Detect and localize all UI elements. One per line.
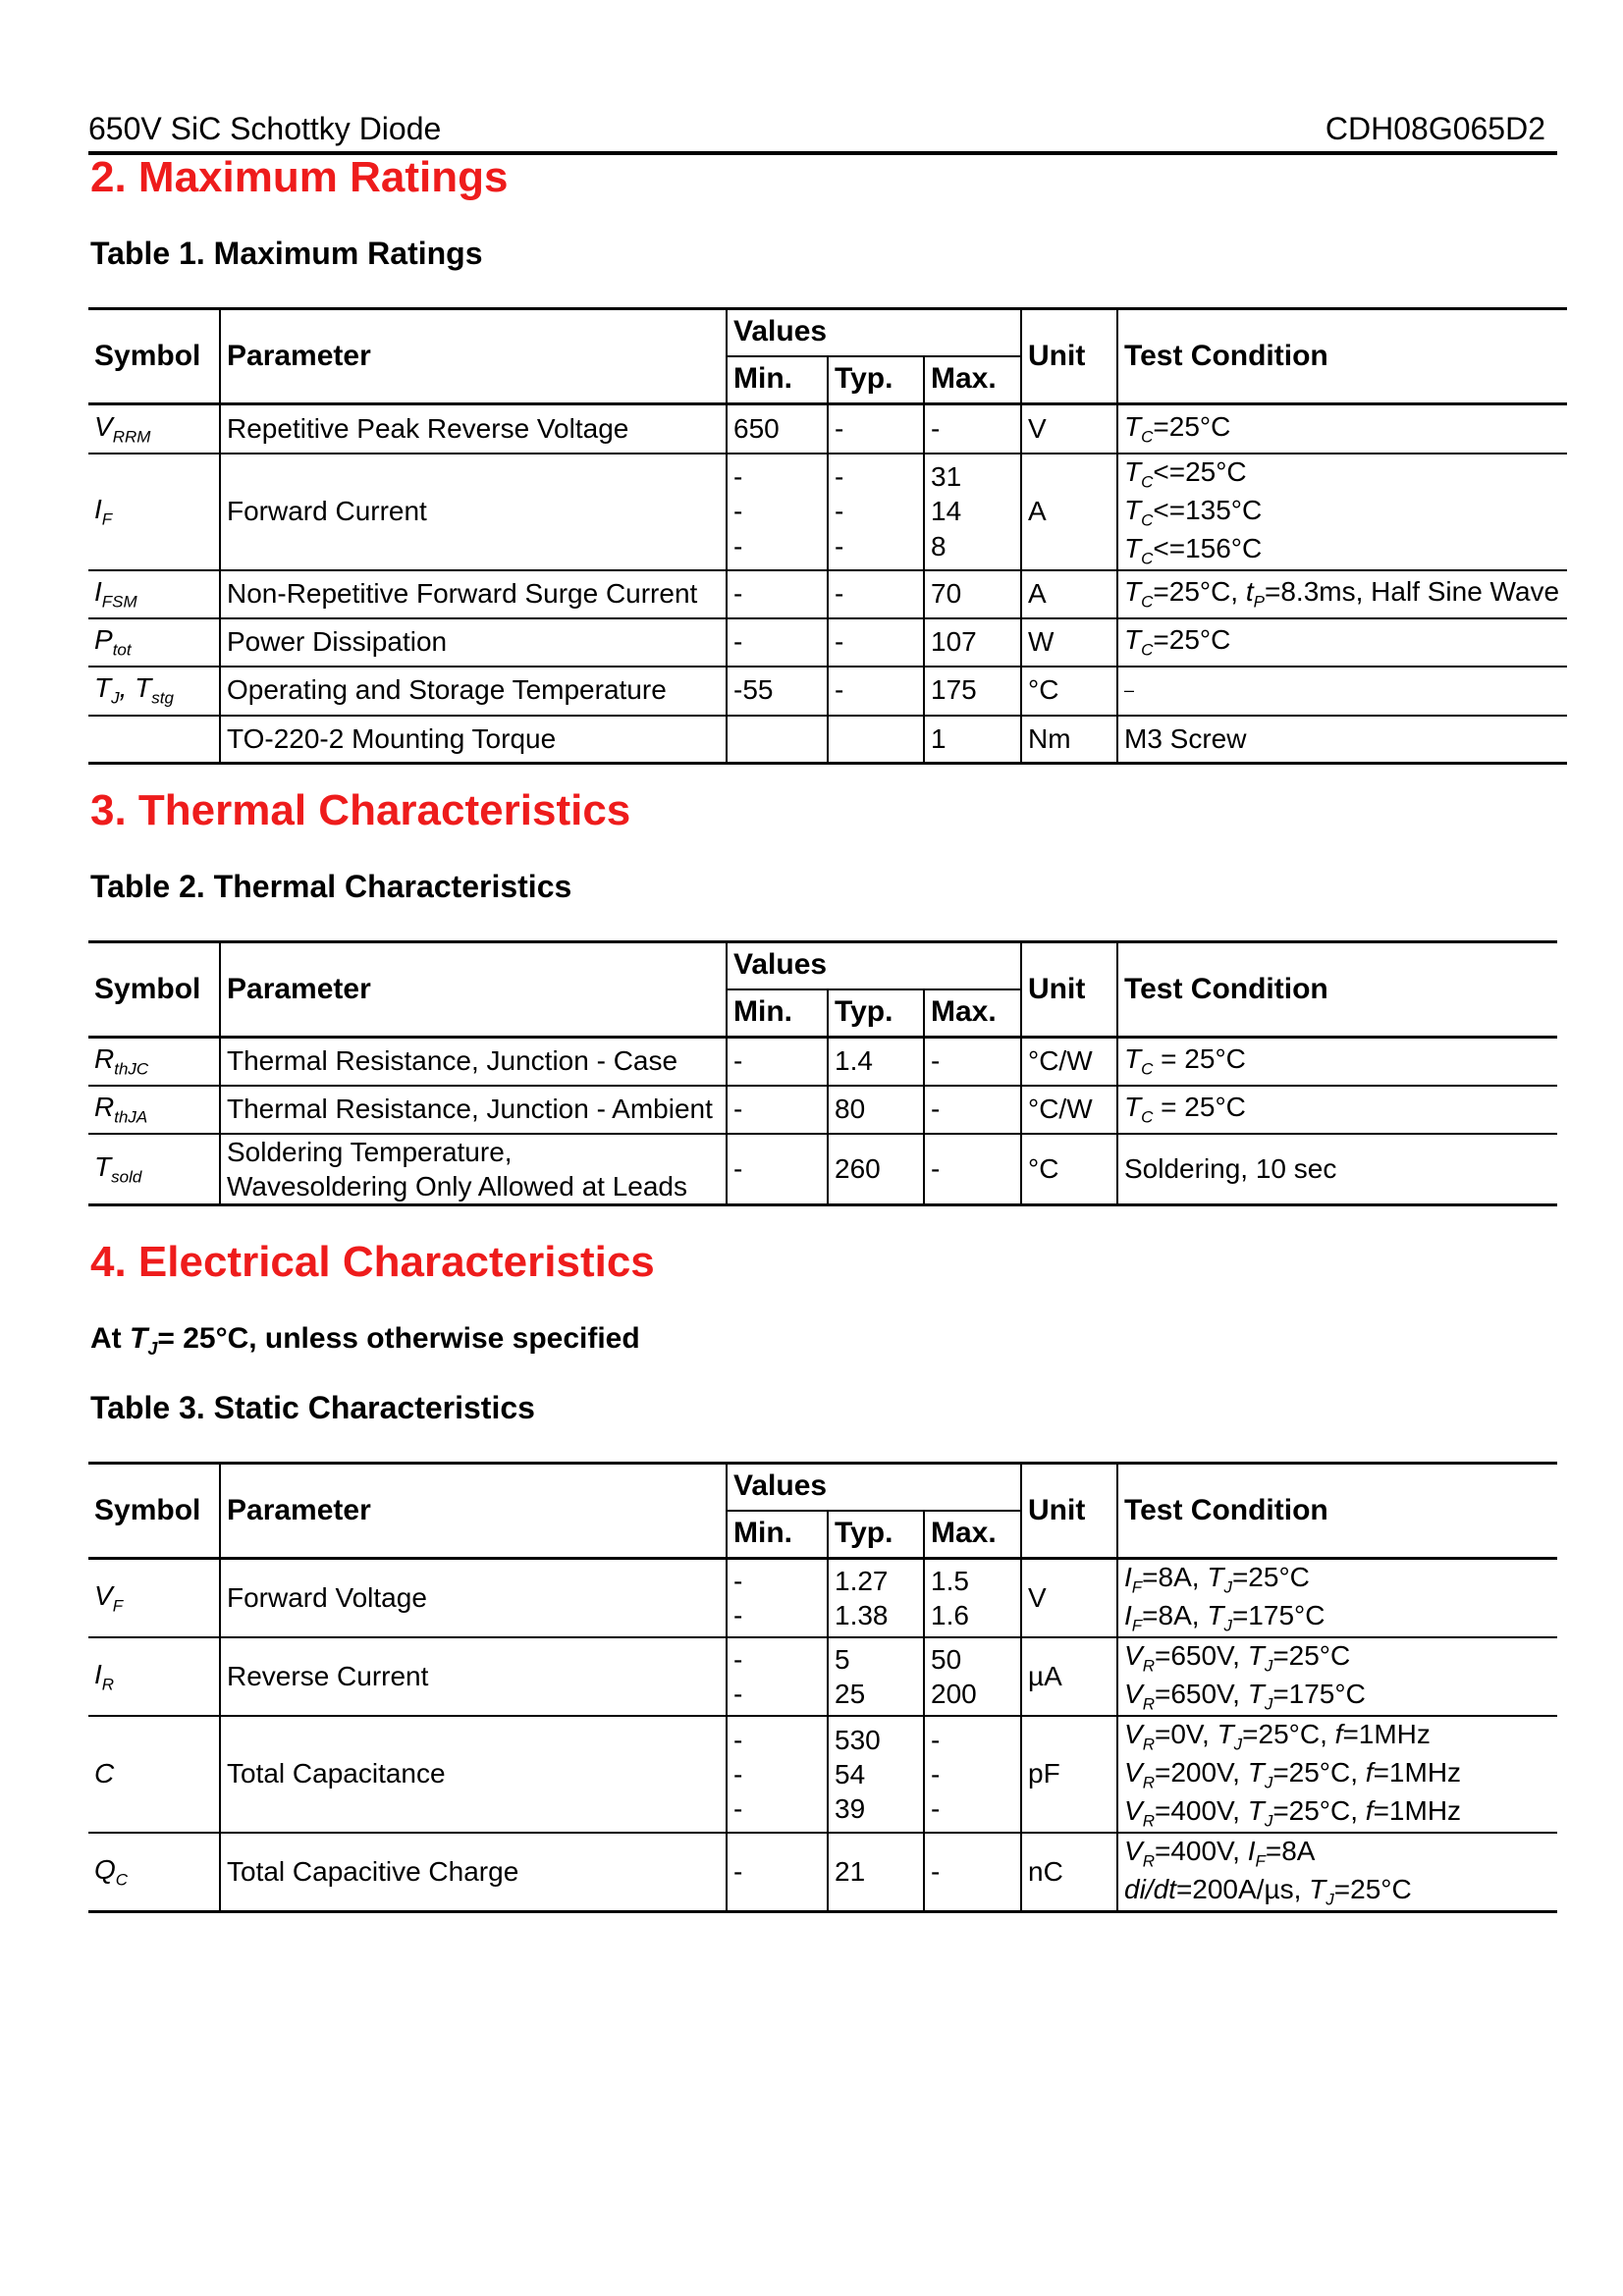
min-cell [727, 716, 828, 764]
unit-cell: Nm [1021, 716, 1117, 764]
unit-cell: V [1021, 404, 1117, 454]
table-row [88, 570, 1567, 618]
typ-cell: - [828, 667, 924, 716]
column-header-values: Values [727, 1464, 1021, 1511]
typ-cell: 80 [828, 1086, 924, 1134]
table-row [88, 1637, 1557, 1716]
symbol-cell: $R_{thJA}$ [94, 1091, 148, 1127]
column-header-max: Max. [924, 989, 1021, 1038]
column-header-parameter: Parameter [220, 1464, 727, 1559]
parameter-cell: Soldering Temperature, Wavesoldering Only Allowed at Leads [220, 1134, 727, 1205]
conditions-note: At $T_J= 25^\circ C$, unless otherwise specified [90, 1322, 640, 1359]
min-cell: - [727, 1086, 828, 1134]
maximum-ratings-table [88, 307, 1567, 765]
column-header-max: Max. [924, 356, 1021, 404]
typ-cell [828, 716, 924, 764]
column-header-unit: Unit [1021, 942, 1117, 1038]
condition-cell: $I_F=8A$, $T_J=25^\circ C$ $I_F=8A$, $T_J=175^\circ C$ [1117, 1559, 1557, 1638]
table-row [88, 454, 1567, 570]
table1-caption: Table 1. Maximum Ratings [90, 236, 483, 271]
parameter-cell: Forward Current [220, 454, 727, 570]
max-cell: 70 [924, 570, 1021, 618]
condition-cell: Soldering, 10 sec [1117, 1134, 1557, 1205]
symbol-cell [88, 716, 220, 764]
max-cell: - [924, 1134, 1021, 1205]
condition-cell: $T_C=25^\circ C$, $t_P=8.3ms$, Half Sine Wave [1117, 570, 1567, 618]
product-description: 650V SiC Schottky Diode [88, 111, 442, 146]
min-cell: - [727, 1038, 828, 1086]
unit-cell: V [1021, 1559, 1117, 1638]
table-row [88, 1134, 1557, 1205]
unit-cell: A [1021, 454, 1117, 570]
parameter-cell: Thermal Resistance, Junction - Case [220, 1038, 727, 1086]
table-row [88, 1833, 1557, 1912]
min-cell: - [727, 1134, 828, 1205]
static-characteristics-table [88, 1462, 1557, 1913]
column-header-test-condition: Test Condition [1117, 309, 1567, 404]
min-cell: 650 [727, 404, 828, 454]
min-cell: - - [727, 1559, 828, 1638]
table2-caption: Table 2. Thermal Characteristics [90, 869, 572, 904]
typ-cell: - [828, 404, 924, 454]
unit-cell: °C [1021, 1134, 1117, 1205]
condition-cell: $T_C=25^\circ C$ [1117, 404, 1567, 454]
column-header-unit: Unit [1021, 1464, 1117, 1559]
symbol-cell: $I_F$ [94, 493, 113, 529]
condition-cell: $T_C = 25^\circ C$ [1117, 1086, 1557, 1134]
min-cell: - - - [727, 1716, 828, 1833]
symbol-cell: $T_J$, $T_{stg}$ [94, 672, 174, 708]
typ-cell: - [828, 618, 924, 667]
unit-cell: µA [1021, 1637, 1117, 1716]
column-header-test-condition: Test Condition [1117, 942, 1557, 1038]
unit-cell: W [1021, 618, 1117, 667]
column-header-symbol: Symbol [88, 309, 220, 404]
section-title-thermal-characteristics: 3. Thermal Characteristics [90, 786, 631, 834]
parameter-cell: TO-220-2 Mounting Torque [220, 716, 727, 764]
condition-cell: $T_C = 25^\circ C$ [1117, 1038, 1557, 1086]
table-row [88, 667, 1567, 716]
unit-cell: °C/W [1021, 1038, 1117, 1086]
column-header-parameter: Parameter [220, 309, 727, 404]
symbol-cell: $Q_C$ [94, 1853, 129, 1890]
column-header-typ: Typ. [828, 356, 924, 404]
parameter-cell: Total Capacitance [220, 1716, 727, 1833]
max-cell: - [924, 404, 1021, 454]
min-cell: - [727, 1833, 828, 1912]
unit-cell: pF [1021, 1716, 1117, 1833]
condition-cell: $V_R=400V$, $I_F=8A$ di/dt=200A/µs, $T_J=25^\circ C$ [1117, 1833, 1557, 1912]
symbol-cell: $I_R$ [94, 1658, 115, 1694]
typ-cell: 1.4 [828, 1038, 924, 1086]
max-cell: 1 [924, 716, 1021, 764]
symbol-cell: C [94, 1758, 115, 1789]
parameter-cell: Reverse Current [220, 1637, 727, 1716]
section-title-electrical-characteristics: 4. Electrical Characteristics [90, 1238, 655, 1286]
column-header-symbol: Symbol [88, 942, 220, 1038]
parameter-cell: Power Dissipation [220, 618, 727, 667]
condition-cell: $V_R=0V$, $T_J=25^\circ C$, f=1MHz $V_R=200V$, $T_J=25^\circ C$, f=1MHz $V_R=400V$, $T_J=25^\circ C$, f=1MHz [1117, 1716, 1557, 1833]
page-header [88, 106, 1557, 155]
condition-cell: $T_C<=25^\circ C$ $T_C<=135^\circ C$ $T_C<=156^\circ C$ [1117, 454, 1567, 570]
min-cell: - - - [727, 454, 828, 570]
max-cell: 1.5 1.6 [924, 1559, 1021, 1638]
symbol-cell: $V_{RRM}$ [94, 410, 151, 447]
symbol-cell: $P_{tot}$ [94, 623, 132, 660]
max-cell: - [924, 1086, 1021, 1134]
symbol-cell: $R_{thJC}$ [94, 1043, 149, 1079]
max-cell: - - - [924, 1716, 1021, 1833]
parameter-cell: Operating and Storage Temperature [220, 667, 727, 716]
unit-cell: °C [1021, 667, 1117, 716]
condition-cell: – [1117, 667, 1567, 716]
column-header-typ: Typ. [828, 1511, 924, 1559]
min-cell: - - [727, 1637, 828, 1716]
thermal-characteristics-table [88, 940, 1557, 1206]
symbol-cell: $V_F$ [94, 1579, 124, 1616]
condition-cell: $V_R=650V$, $T_J=25^\circ C$ $V_R=650V$, $T_J=175^\circ C$ [1117, 1637, 1557, 1716]
typ-cell: 1.27 1.38 [828, 1559, 924, 1638]
typ-cell: 530 54 39 [828, 1716, 924, 1833]
column-header-test-condition: Test Condition [1117, 1464, 1557, 1559]
max-cell: 107 [924, 618, 1021, 667]
table-row [88, 1716, 1557, 1833]
column-header-values: Values [727, 942, 1021, 989]
max-cell: 31 14 8 [924, 454, 1021, 570]
table-row [88, 1086, 1557, 1134]
table-row [88, 404, 1567, 454]
min-cell: - [727, 570, 828, 618]
parameter-cell: Repetitive Peak Reverse Voltage [220, 404, 727, 454]
max-cell: 50 200 [924, 1637, 1021, 1716]
condition-cell: $T_C=25^\circ C$ [1117, 618, 1567, 667]
symbol-cell: $I_{FSM}$ [94, 575, 137, 612]
min-cell: -55 [727, 667, 828, 716]
table-row [88, 618, 1567, 667]
table3-caption: Table 3. Static Characteristics [90, 1390, 535, 1425]
column-header-unit: Unit [1021, 309, 1117, 404]
min-cell: - [727, 618, 828, 667]
section-title-maximum-ratings: 2. Maximum Ratings [90, 153, 509, 201]
unit-cell: nC [1021, 1833, 1117, 1912]
parameter-cell: Non-Repetitive Forward Surge Current [220, 570, 727, 618]
column-header-symbol: Symbol [88, 1464, 220, 1559]
max-cell: - [924, 1833, 1021, 1912]
column-header-min: Min. [727, 989, 828, 1038]
parameter-cell: Thermal Resistance, Junction - Ambient [220, 1086, 727, 1134]
column-header-parameter: Parameter [220, 942, 727, 1038]
symbol-cell: $T_{sold}$ [94, 1150, 142, 1187]
column-header-max: Max. [924, 1511, 1021, 1559]
column-header-values: Values [727, 309, 1021, 356]
typ-cell: 260 [828, 1134, 924, 1205]
typ-cell: 21 [828, 1833, 924, 1912]
unit-cell: °C/W [1021, 1086, 1117, 1134]
parameter-cell: Total Capacitive Charge [220, 1833, 727, 1912]
max-cell: 175 [924, 667, 1021, 716]
part-number: CDH08G065D2 [1325, 111, 1545, 146]
table-row [88, 1559, 1557, 1638]
column-header-min: Min. [727, 1511, 828, 1559]
table-row [88, 716, 1567, 764]
column-header-typ: Typ. [828, 989, 924, 1038]
typ-cell: - [828, 570, 924, 618]
unit-cell: A [1021, 570, 1117, 618]
typ-cell: - - - [828, 454, 924, 570]
table-row [88, 1038, 1557, 1086]
max-cell: - [924, 1038, 1021, 1086]
column-header-min: Min. [727, 356, 828, 404]
typ-cell: 5 25 [828, 1637, 924, 1716]
parameter-cell: Forward Voltage [220, 1559, 727, 1638]
condition-cell: M3 Screw [1117, 716, 1567, 764]
